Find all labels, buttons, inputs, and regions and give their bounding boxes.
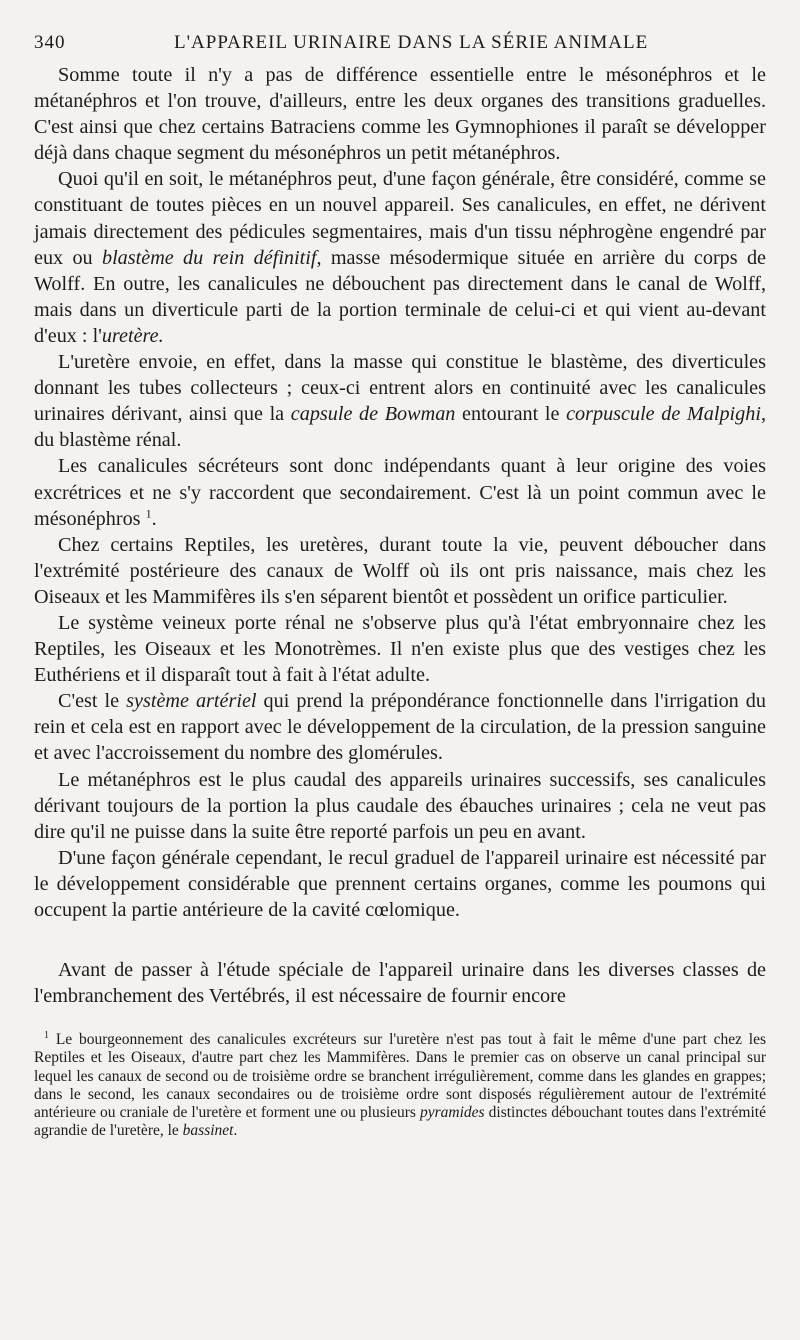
italic-term: capsule de Bowman	[290, 403, 456, 426]
italic-term: blastème du rein définitif	[101, 246, 317, 269]
footnote-separator	[34, 1009, 766, 1031]
running-title: L'APPAREIL URINAIRE DANS LA SÉRIE ANIMALE	[174, 32, 649, 53]
footnote-marker: 1	[44, 1030, 49, 1042]
italic-term: pyramides	[420, 1104, 485, 1122]
section-gap	[34, 923, 766, 957]
footnote: $^1$ Le bourgeonnement des canalicules excréteurs sur l'uretère n'est pas tout à fait le même d'une part chez les Reptiles et les Oiseaux, d'autre part chez les Mammifères. Dans le premier cas on observe un canal principal sur lequel les canaux de second ou de troisième ordre se branchent irrégulièrement, comme dans les glandes en grappes; dans le second, les canaux secondaires ou de troisième ordre sont disposés régulièrement autour de l'extrémité antérieure ou craniale de l'uretère et forment une ou plusieurs pyramides distinctes débouchant toutes dans l'extrémité agrandie de l'uretère, le bassinet.	[34, 1030, 766, 1140]
paragraph: C'est le système artériel qui prend la prépondérance fonctionnelle dans l'irrigation du rein et cela est en rapport avec le développement de la circulation, de la pression sanguine et avec l'accroissement du nombre des glomérules.	[34, 690, 766, 765]
italic-term: système artériel	[126, 690, 257, 713]
italic-term: bassinet	[182, 1122, 234, 1140]
italic-term: corpuscule de Malpighi	[566, 403, 761, 426]
page-number: 340	[34, 32, 66, 53]
paragraph: Les canalicules sécréteurs sont donc indépendants quant à leur origine des voies excrétrices et ne s'y raccordent que secondairement. C'est là un point commun avec le mésonéphros $^1$.	[34, 455, 766, 530]
paragraph: Chez certains Reptiles, les uretères, durant toute la vie, peuvent déboucher dans l'extrémité postérieure des canaux de Wolff où ils ont pris naissance, mais chez les Oiseaux et les Mammifères ils s'en séparent bientôt et possèdent un orifice particulier.	[34, 533, 766, 608]
paragraph: Quoi qu'il en soit, le métanéphros peut, d'une façon générale, être considéré, comme se constituant de toutes pièces en un nouvel appareil. Ses canalicules, en effet, ne dérivent jamais directement des pédicules segmentaires, mais d'un tissu néphrogène engendré par eux ou blastème du rein définitif, masse mésodermique située en arrière du corps de Wolff. En outre, les canalicules ne débouchent pas directement dans le canal de Wolff, mais dans un diverticule parti de la portion terminale de celui-ci et qui vient au-devant d'eux : l'uretère.	[34, 168, 767, 347]
footnote-reference: 1	[145, 505, 152, 520]
paragraph: D'une façon générale cependant, le recul graduel de l'appareil urinaire est nécessité par le développement considérable que prennent certains organes, comme les poumons qui occupent la partie antérieure de la cavité cœlomique.	[34, 846, 766, 921]
paragraph: Le système veineux porte rénal ne s'observe plus qu'à l'état embryonnaire chez les Reptiles, les Oiseaux et les Monotrèmes. Il n'en existe plus que des vestiges chez les Euthériens et il disparaît tout à fait à l'état adulte.	[34, 611, 766, 687]
paragraph: Avant de passer à l'étude spéciale de l'appareil urinaire dans les diverses classes de l'embranchement des Vertébrés, il est nécessaire de fournir encore	[34, 959, 766, 1008]
page-header	[34, 26, 766, 62]
italic-term: uretère.	[101, 324, 164, 347]
body-text	[34, 62, 766, 1009]
paragraph: L'uretère envoie, en effet, dans la masse qui constitue le blastème, des diverticules donnant les tubes collecteurs ; ceux-ci entrent alors en continuité avec les canalicules urinaires dérivant, ainsi que la capsule de Bowman entourant le corpuscule de Malpighi, du blastème rénal.	[34, 351, 766, 452]
paragraph: Le métanéphros est le plus caudal des appareils urinaires successifs, ses canalicules dérivant toujours de la portion la plus caudale des ébauches urinaires ; cela ne veut pas dire qu'il ne puisse dans la suite être reporté parfois un peu en avant.	[34, 768, 766, 843]
paragraph: Somme toute il n'y a pas de différence essentielle entre le mésonéphros et le métanéphros et l'on trouve, d'ailleurs, entre les deux organes des transitions graduelles. C'est ainsi que chez certains Batraciens comme les Gymnophiones il paraît se développer déjà dans chaque segment du mésonéphros un petit métanéphros.	[34, 64, 766, 165]
